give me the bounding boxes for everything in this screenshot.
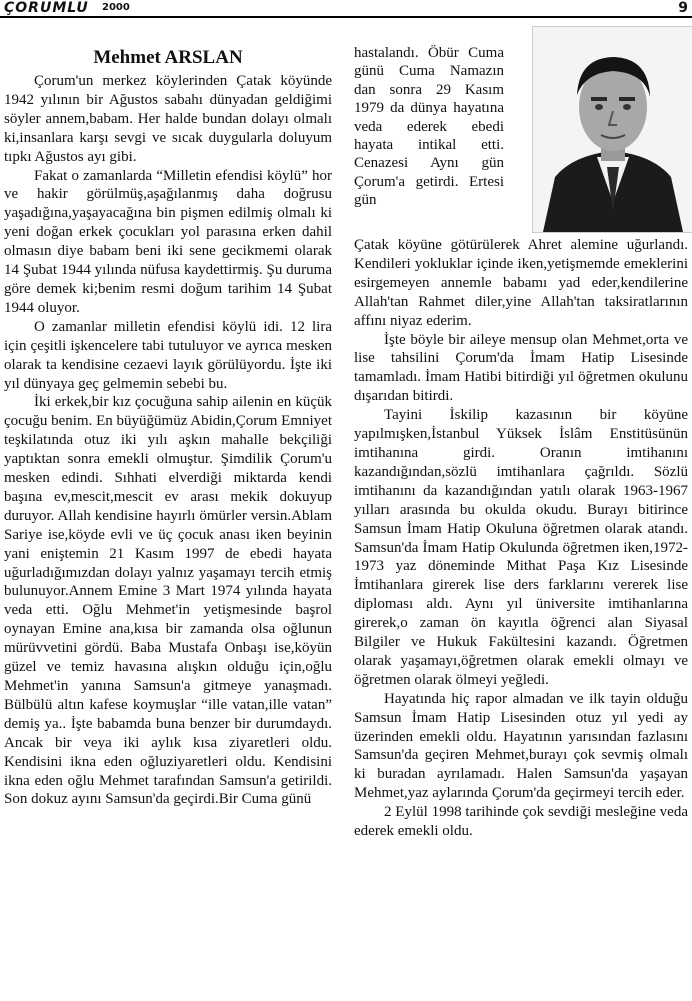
paragraph: Hayatında hiç rapor almadan ve ilk tayin olduğu Samsun İmam Hatip Lisesinden otuz yıl yedi ay üzerinden emekli oldu. Hayatının yarısından fazlasını Samsun'da geçiren Mehmet,burayı çok sevmiş olmalı ki buradan ayrılamadı. Halen Samsun'da yaşayan Mehmet,yaz aylarında Çorum'da geçirmeyi tercih eder.: [354, 690, 688, 802]
paragraph: İki erkek,bir kız çocuğuna sahip ailenin en küçük çocuğu benim. En büyüğümüz Abidin,Çorum Emniyet teşkilatında otuz iki yılı aşkın mahalle bekçiliği yaptıktan sonra emekli olmuştur. Şimdilik Çorum'u mesken edindi. Sıhhati elverdiği miktarda kendi başına ev,mescit,mescit ev arası mekik dokuyup duruyor. Allah kendisine hayırlı ömürler versin.Ablam Sariye ise,köyde evli ve üç çocuk anası iken beyinin yani eniştemin 21 Kasım 1997 de ebedi hayata uğurladığımızdan dolayı yalnız yaşamayı tercih etmiş bulunuyor.Annem Emine 3 Mart 1974 yılında hayata veda etti. Oğlu Mehmet'in yetişmesinde başrol oynayan Emine ana,kısa bir zamanda olsa oğlunun mürüvvetini gördü. Baba Mustafa Onbaşı ise,köyün güzel ve temiz havasına alışkın olduğu için,oğlu Mehmet'in yanına Samsun'a gitmeye yanaşmadı. Bülbülü altın kafese koymuşlar “ille vatan,ille vatan” demiş ya.. İşte babamda buna benzer bir durumdaydı. Ancak bir veya iki aylık kısa ziyaretleri oldu. Kendisini ikna eden oğluziyaretleri oldu. Kendisini ikna eden oğlu Mehmet tarafından Samsun'a getirildi. Son dokuz ayını Samsun'da geçirdi.Bir Cuma günü: [4, 394, 332, 808]
page-header: [0, 0, 692, 20]
portrait-photo: [532, 26, 692, 233]
paragraph: O zamanlar milletin efendisi köylü idi. 12 lira için çeşitli işkencelere tabi tutuluyor ve ayrıca mesken olarak ta kendisine cezaevi layık görülüyordu. İşte iki yıl dünyaya geç gelmemin sebebi bu.: [4, 318, 332, 392]
article-left-column: [4, 72, 332, 809]
portrait-image: [533, 27, 692, 232]
article-right-column: [354, 236, 688, 841]
paragraph: İşte böyle bir aileye mensup olan Mehmet,orta ve lise tahsilini Çorum'da İmam Hatip Lisesinde tamamladı. İmam Hatibi bitirdiği yıl öğretmen okulunu dışarıdan bitirdi.: [354, 331, 688, 405]
magazine-logo: ÇORUMLU: [4, 0, 89, 16]
paragraph: Çatak köyüne götürülerek Ahret alemine uğurlandı. Kendileri yokluklar içinde iken,yetişmemde emeklerini esirgemeyen annemle babamı yad eder,kendilerine Allah'tan Rahmet diler,yine Allah'tan taksiratlarının affını niyaz ederim.: [354, 237, 688, 329]
magazine-year: 2000: [102, 2, 130, 13]
paragraph: hastalandı. Öbür Cuma günü Cuma Namazın dan sonra 29 Kasım 1979 da dünya hayatına veda ederek ebedi hayata intikal etti. Cenazesi Aynı gün Çorum'a getirdi. Ertesi gün: [354, 45, 504, 209]
paragraph: 2 Eylül 1998 tarihinde çok sevdiği mesleğine veda ederek emekli oldu.: [354, 804, 688, 840]
header-rule: [0, 16, 692, 18]
paragraph: Çorum'un merkez köylerinden Çatak köyünde 1942 yılının bir Ağustos sabahı dünyadan geldiğimi söyler annem,babam. Her halde bundan dolayı olmalı ki,insanlara karşı sevgi ve sıcak duygularla doluyum tıpkı Ağustos ayı gibi.: [4, 73, 332, 165]
page-number: 9: [678, 0, 688, 16]
article-right-top-column: [354, 44, 504, 210]
article-title: Mehmet ARSLAN: [93, 47, 243, 68]
paragraph: Tayini İskilip kazasının bir köyüne yapılmışken,İstanbul Yüksek İslâm Enstitüsünün imtihanına girdi. Oranın imtihanını kazandığından,sözlü imtihanlara çağrıldı. Sözlü imtihanını da kazandığından yatılı olarak 1963-1967 yılları arasında bu okulda okudu. Burayı bitirince Samsun İmam Hatip Okuluna öğretmen olarak atandı. Samsun'da İmam Hatip Okulunda öğretmen iken,1972-1973 yaz döneminde Mithat Paşa Kız Lisesinde İmtihanlara girerek lise ders farklarını vererek lise diploması aldı. Aynı yıl üniversite imtihanlarına girerek,o zaman ön kayıtla öğrenci alan Siyasal Bilgiler ve Hukuk Fakültesini kazandı. Öğretmen olarak yaşamayı,öğretmen olarak emekli olmayı ve öğretmen olarak ölmeyi yeğledi.: [354, 407, 688, 688]
paragraph: Fakat o zamanlarda “Milletin efendisi köylü” hor ve hakir görülmüş,aşağılanmış daha doğrusu yaşadığına,yaşayacağına bin pişmen edilmiş olmalı ki yeni doğan erkek çocukları yol parasına erken dahil olmasın diye babam beni iki sene gecikmemi olarak 14 Şubat 1944 yılında nüfusa kaydettirmiş. Şu duruma göre demek ki;benim resmi doğum tarihim 14 Şubat 1944 oluyor.: [4, 167, 332, 316]
